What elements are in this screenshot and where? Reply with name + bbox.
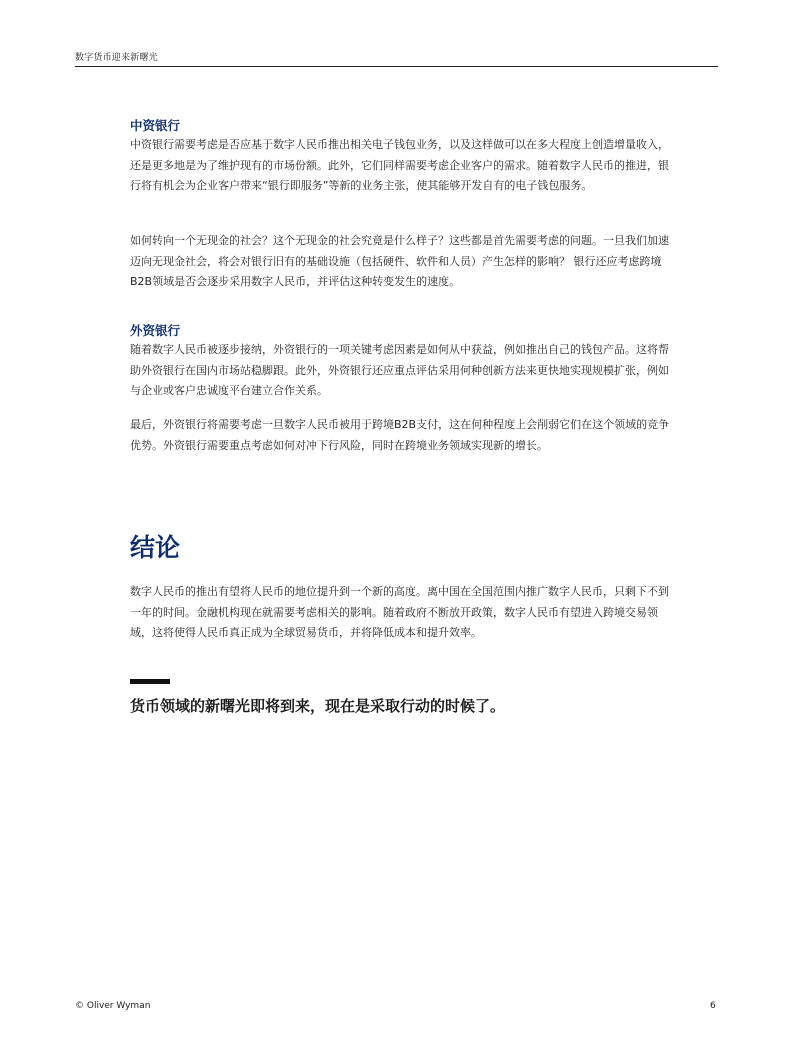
header-divider [75, 66, 718, 67]
footer-copyright: © Oliver Wyman [75, 1001, 151, 1011]
paragraph: 随着数字人民币被逐步接纳，外资银行的一项关键考虑因素是如何从中获益，例如推出自己的钱包产品。这将帮助外资银行在国内市场站稳脚跟。此外，外资银行还应重点评估采用何种创新方法来更快地实现规模扩张，例如与企业或客户忠诚度平台建立合作关系。 [130, 343, 669, 398]
accent-bar [130, 679, 170, 684]
paragraph: 如何转向一个无现金的社会？这个无现金的社会究竟是什么样子？这些都是首先需要考虑的问题。一旦我们加速迈向无现金社会，将会对银行旧有的基础设施（包括硬件、软件和人员）产生怎样的影响？ 银行还应考虑跨境B2B领域是否会逐步采用数字人民币，并评估这种转变发生的速度。 [130, 234, 669, 289]
paragraph: 数字人民币的推出有望将人民币的地位提升到一个新的高度。离中国在全国范围内推广数字人民币，只剩下不到一年的时间。金融机构现在就需要考虑相关的影响。随着政府不断放开政策，数字人民币有望进入跨境交易领域，这将使得人民币真正成为全球贸易货币，并将降低成本和提升效率。 [130, 585, 669, 640]
section-heading-domestic-banks: 中资银行 [130, 118, 181, 133]
page-number: 6 [710, 1001, 716, 1011]
section-foreign-banks [130, 322, 670, 402]
paragraph: 最后，外资银行将需要考虑一旦数字人民币被用于跨境B2B支付，这在何种程度上会削弱它们在这个领域的竞争优势。外资银行需要重点考虑如何对冲下行风险，同时在跨境业务领域实现新的增长。 [130, 418, 670, 452]
section-heading-foreign-banks: 外资银行 [130, 323, 181, 338]
section-domestic-banks [130, 117, 670, 197]
running-header-title: 数字货币迎来新曙光 [75, 53, 158, 63]
closing-statement: 货币领域的新曙光即将到来，现在是采取行动的时候了。 [130, 697, 506, 715]
paragraph: 中资银行需要考虑是否应基于数字人民币推出相关电子钱包业务，以及这样做可以在多大程度上创造增量收入，还是更多地是为了维护现有的市场份额。此外，它们同样需要考虑企业客户的需求。随着数字人民币的推进，银行将有机会为企业客户带来“银行即服务”等新的业务主张，使其能够开发自有的电子钱包服务。 [130, 138, 669, 193]
conclusion-heading: 结论 [130, 533, 181, 562]
section-foreign-banks-continued [130, 415, 670, 456]
conclusion-body [130, 582, 670, 644]
section-domestic-banks-continued [130, 231, 670, 293]
